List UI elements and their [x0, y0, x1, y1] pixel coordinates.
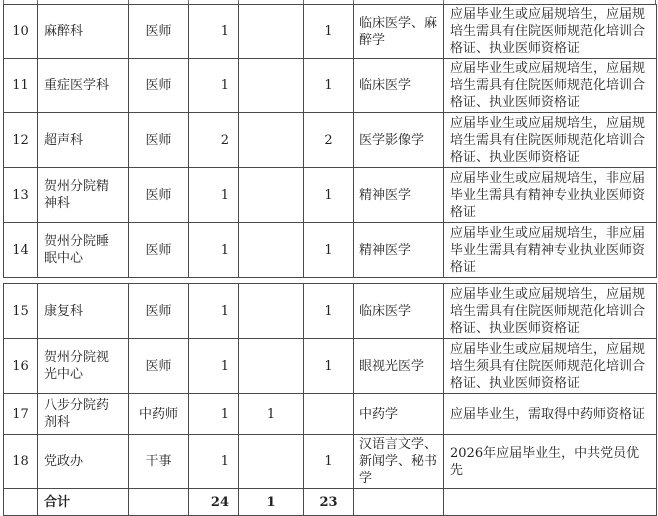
cell-position: 干事	[129, 435, 189, 489]
cell-count-total: 1	[189, 394, 239, 435]
cell-count-b	[304, 394, 354, 435]
cell-count-total: 1	[189, 168, 239, 223]
cell-count-a: 1	[239, 394, 304, 435]
positions-table-lower	[3, 283, 657, 516]
cell-major: 医学影像学	[354, 113, 444, 168]
cell-position: 医师	[129, 284, 189, 339]
cell-count-total: 2	[189, 113, 239, 168]
summary-count-a: 1	[239, 489, 304, 516]
cell-requirements: 应届毕业生或应届规培生，应届规培生须具有住院医师规范化培训合格证、执业医师资格证	[444, 339, 657, 394]
cell-department: 贺州分院视光中心	[38, 339, 129, 394]
table-row	[4, 223, 657, 278]
cell-requirements: 应届毕业生或应届规培生，应届规培生需具有住院医师规范化培训合格证、执业医师资格证	[444, 59, 657, 113]
table-row	[4, 339, 657, 394]
grid-line	[443, 0, 444, 4]
grid-line	[128, 0, 129, 4]
cell-count-b: 1	[304, 339, 354, 394]
cell-count-total: 1	[189, 284, 239, 339]
cell-count-a	[239, 223, 304, 278]
cell-major: 汉语言文学、新闻学、秘书学	[354, 435, 444, 489]
cell-major: 临床医学、麻醉学	[354, 5, 444, 59]
cell-requirements: 2026年应届毕业生，中共党员优先	[444, 435, 657, 489]
cell-row-number: 12	[4, 113, 38, 168]
table-row	[4, 168, 657, 223]
cell-requirements: 应届毕业生或应届规培生，应届规培生需具有住院医师规范化培训合格证、执业医师资格证	[444, 113, 657, 168]
cell-major: 精神医学	[354, 168, 444, 223]
cell-requirements: 应届毕业生或应届规培生，非应届毕业生需具有精神专业执业医师资格证	[444, 223, 657, 278]
cell-row-number: 11	[4, 59, 38, 113]
cell-position	[129, 489, 189, 516]
table-row	[4, 435, 657, 489]
cell-count-a	[239, 59, 304, 113]
table-row	[4, 284, 657, 339]
cell-position: 医师	[129, 5, 189, 59]
cut-off-row-top	[3, 0, 656, 4]
table-row	[4, 59, 657, 113]
cell-count-a	[239, 339, 304, 394]
cell-position: 医师	[129, 339, 189, 394]
cell-department: 党政办	[38, 435, 129, 489]
cell-major: 中药学	[354, 394, 444, 435]
cell-count-total: 1	[189, 435, 239, 489]
summary-row	[4, 489, 657, 516]
grid-line	[3, 0, 4, 4]
cell-count-b: 1	[304, 168, 354, 223]
cell-department: 麻醉科	[38, 5, 129, 59]
cell-major: 临床医学	[354, 284, 444, 339]
cell-row-number: 18	[4, 435, 38, 489]
cell-requirements	[444, 489, 657, 516]
cell-count-b: 1	[304, 435, 354, 489]
cell-major	[354, 489, 444, 516]
cell-count-total: 1	[189, 339, 239, 394]
cell-requirements: 应届毕业生或应届规培生，应届规培生需具有住院医师规范化培训合格证、执业医师资格证	[444, 5, 657, 59]
cell-requirements: 应届毕业生或应届规培生，非应届毕业生需具有精神专业执业医师资格证	[444, 168, 657, 223]
cell-position: 医师	[129, 223, 189, 278]
cell-count-total: 1	[189, 5, 239, 59]
table-row	[4, 5, 657, 59]
cell-count-total: 1	[189, 59, 239, 113]
cell-count-b: 1	[304, 284, 354, 339]
positions-table-upper	[3, 4, 657, 278]
cell-department: 八步分院药剂科	[38, 394, 129, 435]
cell-count-b: 1	[304, 59, 354, 113]
summary-label: 合计	[38, 489, 129, 516]
grid-line	[238, 0, 239, 4]
summary-total: 24	[189, 489, 239, 516]
cell-count-a	[239, 113, 304, 168]
cell-row-number: 13	[4, 168, 38, 223]
table-row	[4, 113, 657, 168]
cell-count-a	[239, 5, 304, 59]
cell-major: 眼视光医学	[354, 339, 444, 394]
grid-line	[655, 0, 656, 4]
cell-department: 贺州分院睡眠中心	[38, 223, 129, 278]
cell-major: 精神医学	[354, 223, 444, 278]
cell-position: 医师	[129, 59, 189, 113]
grid-line	[353, 0, 354, 4]
cell-count-b: 1	[304, 223, 354, 278]
cell-department: 重症医学科	[38, 59, 129, 113]
grid-line	[37, 0, 38, 4]
summary-count-b: 23	[304, 489, 354, 516]
cell-count-total: 1	[189, 223, 239, 278]
cell-count-a	[239, 168, 304, 223]
cell-row-number: 16	[4, 339, 38, 394]
grid-line	[303, 0, 304, 4]
cell-position: 医师	[129, 113, 189, 168]
cell-position: 中药师	[129, 394, 189, 435]
cell-row-number: 10	[4, 5, 38, 59]
cell-count-a	[239, 284, 304, 339]
table-row	[4, 394, 657, 435]
cell-position: 医师	[129, 168, 189, 223]
cell-row-number	[4, 489, 38, 516]
cell-row-number: 15	[4, 284, 38, 339]
cell-row-number: 14	[4, 223, 38, 278]
cell-count-a	[239, 435, 304, 489]
cell-department: 贺州分院精神科	[38, 168, 129, 223]
cell-count-b: 1	[304, 5, 354, 59]
cell-requirements: 应届毕业生，需取得中药师资格证	[444, 394, 657, 435]
cell-major: 临床医学	[354, 59, 444, 113]
cell-department: 超声科	[38, 113, 129, 168]
cell-department: 康复科	[38, 284, 129, 339]
grid-line	[188, 0, 189, 4]
cell-requirements: 应届毕业生或应届规培生，应届规培生需具有住院医师规范化培训合格证、执业医师资格证	[444, 284, 657, 339]
cell-count-b: 2	[304, 113, 354, 168]
cell-row-number: 17	[4, 394, 38, 435]
